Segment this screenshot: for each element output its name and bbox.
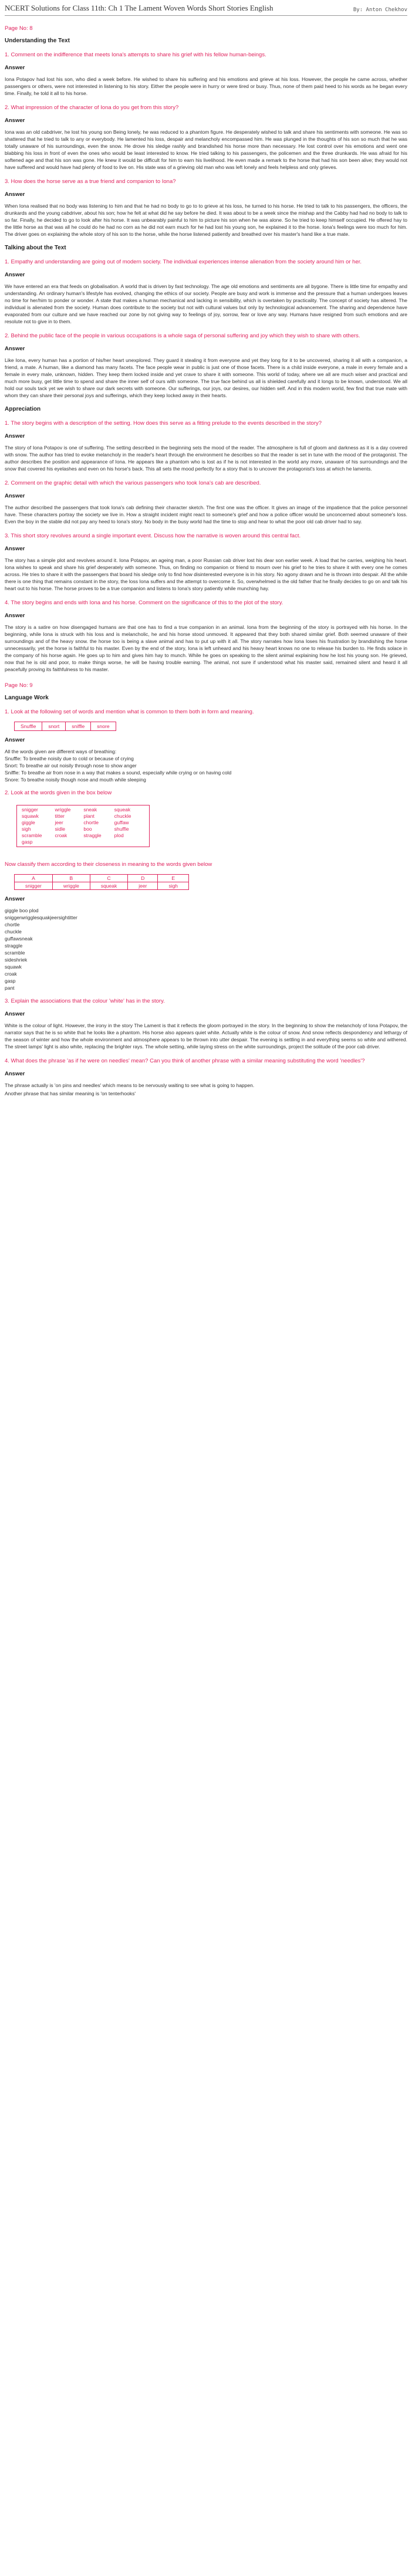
grid-word: plant xyxy=(83,813,94,819)
answer-line: croak xyxy=(5,971,17,977)
classification-table xyxy=(14,874,189,890)
answer-list xyxy=(5,748,407,783)
question: 1. Comment on the indifference that meets Iona's attempts to share his grief with his fellow human-beings. xyxy=(5,52,266,58)
answer-line: pant xyxy=(5,985,15,991)
class-word: snigger xyxy=(15,882,53,890)
class-letter: D xyxy=(128,875,158,882)
answer-label: Answer xyxy=(5,117,25,124)
answer-line: Snort: To breathe air out noisily through nose to show anger xyxy=(5,763,137,769)
class-letter: E xyxy=(158,875,189,882)
answer-line: chortle xyxy=(5,922,20,928)
grid-word: sidle xyxy=(55,826,65,832)
answer-label: Answer xyxy=(5,546,25,552)
grid-word: chortle xyxy=(83,820,99,825)
page-number: Page No: 9 xyxy=(5,682,33,689)
question: 2. Look at the words given in the box below xyxy=(5,790,112,796)
answer-line: guffawsneak xyxy=(5,936,33,942)
grid-word: chuckle xyxy=(114,813,131,819)
class-letter: C xyxy=(90,875,127,882)
header xyxy=(5,0,407,16)
question: 3. This short story revolves around a single important event. Discuss how the narrative is woven around this central fact. xyxy=(5,533,301,539)
question: 4. The story begins and ends with Iona and his horse. Comment on the significance of this to the plot of the story. xyxy=(5,600,283,606)
grid-word: shuffle xyxy=(114,826,129,832)
answer-line: sniggerwrigglesquakjeersightitter xyxy=(5,915,77,920)
grid-word: wriggle xyxy=(55,807,71,813)
question: 1. The story begins with a description of the setting. How does this serve as a fitting prelude to the events described in the story? xyxy=(5,420,322,426)
answer-line: scramble xyxy=(5,950,25,956)
answer-label: Answer xyxy=(5,346,25,352)
answer-text: When Iona realised that no body was listening to him and that he had no body to go to to grieve at his loss, he turned to his horse. He tried to talk to his passengers, the officers, the drunkards and the young cabdriver, about his son; how he felt at what did he say before he died. It was about to be a week since the mishap and the Cabby had had no body to talk to so far. Finally, he decided to go to look after his horse. It was unbearably painful to him to picture his son when he was alone. So he tried to keep himself occupied. He offered hay to the little horse as that was all he could do he had no corn as he did not earn much for he had lost his young son, he explained it to the horse. Iona's feelings were too much for him. The driver goes on explaining the whole story of his son to the horse, while the horse listened patiently and breathed over his master's hand like a true mate. xyxy=(5,203,407,237)
grid-word: squawk xyxy=(22,813,39,819)
answer-label: Answer xyxy=(5,191,25,198)
answer-line: giggle boo plod xyxy=(5,908,39,913)
grid-word: scramble xyxy=(22,832,42,838)
answer-line: Snore: To breathe noisily though nose and mouth while sleeping xyxy=(5,777,146,783)
answer-line: straggle xyxy=(5,943,23,949)
grid-word: plod xyxy=(114,832,124,838)
answer-text: The phrase actually is 'on pins and needles' which means to be nervously waiting to see what is going to happen. xyxy=(5,1082,255,1088)
answer-line: Snuffle: To breathe noisily due to cold or because of crying xyxy=(5,756,134,761)
section-heading: Understanding the Text xyxy=(5,38,70,44)
grid-word: titter xyxy=(55,813,65,819)
answer-line: squawk xyxy=(5,964,22,970)
answer-label: Answer xyxy=(5,1011,25,1017)
grid-word: croak xyxy=(55,832,67,838)
answer-text: Iona was an old cabdriver, he lost his young son Being lonely, he was reduced to a phantom figure. He desperately wished to talk and share his sentiments with someone. He was so shattered that he tried to talk to any or everybody. He lamented his loss, despair and melancholy encompassed him. He was plunged in the thoughts of his son so much that he was totally unaware of his surroundings, even the snow. He drove his sledge rashly and brandished his horse more than necessary. He lost control over his emotions and went one blabbing his loss in front of even the ones who would be least interested to know. He tried talking to his passengers, the policemen and the three drunkards. He was afraid for his softened age and that his son was gone. He knew it would be difficult for him to earn his livelihood. He even made a remark to the horse that had his son been alive; they would not have suffered and would have had plenty of food to live on. His state was of a grieving old man who was left lonely and feels helpless and only grieves. xyxy=(5,129,407,170)
question: 2. Comment on the graphic detail with which the various passengers who took Iona's cab are described. xyxy=(5,480,261,486)
answer-text: The story of Iona Potapov is one of suffering. The setting described in the beginning sets the mood of the reader. The atmosphere is full of gloom and darkness as it is a day covered with snow. The author has tried to evoke melancholy in the reader's heart through the environment he describes so that the reader is set in tune with the mood of the protagonist. The author describes the position and appearance of Iona. He appears like a phantom who is lost as if he is not interested in the world any more, unaware of his surroundings and the snow that covered his eyelashes and even on his horse's back. This all sets the mood perfectly for a story that is to uncover the protagonist's loss at which he laments. xyxy=(5,445,407,472)
answer-label: Answer xyxy=(5,272,25,278)
word-cell: Snuffle xyxy=(15,722,42,731)
grid-word: sneak xyxy=(83,807,97,813)
answer-line: gasp xyxy=(5,978,16,984)
grid-word: straggle xyxy=(83,832,102,838)
question: 2. What impression of the character of Iona do you get from this story? xyxy=(5,104,179,111)
answer-line: sideshriek xyxy=(5,957,28,963)
question: Now classify them according to their closeness in meaning to the words given below xyxy=(5,861,212,868)
section-heading: Talking about the Text xyxy=(5,245,66,251)
answer-text: The story has a simple plot and revolves around it. Iona Potapov, an ageing man, a poor Russian cab driver lost his dear son earlier week. A load that he carries, weighing his heart. Iona wishes to speak and share his grief desperately with someone. Thus, on finding no companion or friend to mourn over his grief to he tries to share it with every one he comes across. He tries to share it with the passengers that board his sledge only to find how disinterested everyone is in his story. No agony drawn and he is thrown into despair. All the while there is one thing that remains constant in the story, the loss Iona suffers and the attempt to overcome it. So, overwhelmed is the old father that he finally decides to go on and talk his heart out to his horse. The horse proves to be a true companion and listens to Iona's story patiently while munching hay. xyxy=(5,557,407,591)
question: 2. Behind the public face of the people in various occupations is a whole saga of personal suffering and joy which they wish to share with others. xyxy=(5,333,360,339)
answer-line: All the words given are different ways of breathing: xyxy=(5,749,117,754)
word-grid-box xyxy=(16,805,150,847)
grid-word: squeak xyxy=(114,807,131,813)
word-cell: sniffle xyxy=(66,722,91,731)
answer-label: Answer xyxy=(5,612,25,619)
question: 1. Look at the following set of words and mention what is common to them both in form and meaning. xyxy=(5,709,254,715)
class-word: sigh xyxy=(158,882,189,890)
answer-list xyxy=(5,907,407,991)
answer-label: Answer xyxy=(5,737,25,743)
class-word: wriggle xyxy=(52,882,90,890)
answer-label: Answer xyxy=(5,493,25,499)
grid-word: giggle xyxy=(22,820,35,825)
author-byline: By: Anton Chekhov xyxy=(353,7,407,13)
word-box xyxy=(14,722,116,731)
page-title: NCERT Solutions for Class 11th: Ch 1 The Lament Woven Words Short Stories English xyxy=(5,4,273,12)
answer-label: Answer xyxy=(5,65,25,71)
question: 1. Empathy and understanding are going out of modern society. The individual experiences intense alienation from the society around him or her. xyxy=(5,259,362,265)
class-letter: B xyxy=(52,875,90,882)
answer-text: Another phrase that has similar meaning is 'on tenterhooks' xyxy=(5,1091,136,1096)
page xyxy=(0,0,412,1128)
answer-label: Answer xyxy=(5,1071,25,1077)
word-cell: snort xyxy=(42,722,66,731)
class-word: jeer xyxy=(128,882,158,890)
question: 3. Explain the associations that the colour 'white' has in the story. xyxy=(5,998,165,1004)
grid-word: gasp xyxy=(22,839,33,845)
answer-text: Iona Potapov had lost his son, who died a week before. He wished to share his suffering and his emotions and grieve at his loss. However, the people he came across, whether passengers or others, were not interested in listening to his story. Either the people were in hurry or were tired or busy. Thus, none of them paid heed to his words as he began every time. Finally, he told it all to his horse. xyxy=(5,76,407,96)
question: 4. What does the phrase 'as if he were on needles' mean? Can you think of another phrase with a similar meaning substituting the word 'needles'? xyxy=(5,1058,365,1064)
answer-text: We have entered an era that feeds on globalisation. A world that is driven by fast technology. The age old emotions and sentiments are all bygone. There is little time for empathy and understanding. An ordinary human's lifestyle has evolved, changing the ethics of our society. People are busy and work is immense and the pressure that a human undergoes leaves no time for her/him to ponder or wonder. A state that makes a human mechanical and lacking in sensibility, which is overtaken by practicality. The concept of society has altered. The individual is alienated from the society. Human does contribute to the society but not with cultural values but only by technological advancement. The sharing and dependence have evaporated from our culture and we have reached our zone by not giving way to feelings of joy, sorrow, fear or love any way. Humans have resigned from such emotions and are resolute not to give in to them. xyxy=(5,283,407,324)
class-letter: A xyxy=(15,875,53,882)
answer-text: The story is a satire on how disengaged humans are that one has to find a true companion in an animal. Iona from the beginning of the story is portrayed with his horse. In the beginning, while Iona is struck with his loss and is melancholic, he and his horse stood unmoved. It appeared that they both shared similar grief. Both seemed unaware of their surroundings and of the heavy snow. the horse too is being a slave animal and has to put up with it all. The story narrates how Iona loses his frustration by brandishing the horse unnecessarily, yet the horse is faithful to his master. Even by the end of the story, Iona is left unheard and his heavy heart knows no one to release his burden to. He finds solace in the company of his horse again. He goes up to him and gives him hay to munch. While he goes on speaking to the silent animal explaining how he lost his young son. He grieved, now that he is old and poor, to make things worse, he will be having trouble earning. The animal, not sure if understood what his master said, remained silent and heard it all peacefully proving its faithfulness to his master. xyxy=(5,624,407,672)
word-cell: snore xyxy=(91,722,116,731)
answer-line: chuckle xyxy=(5,929,22,935)
grid-word: guffaw xyxy=(114,820,129,825)
section-heading: Appreciation xyxy=(5,406,41,412)
grid-word: snigger xyxy=(22,807,38,813)
grid-word: sigh xyxy=(22,826,31,832)
section-heading: Language Work xyxy=(5,695,49,701)
page-number: Page No: 8 xyxy=(5,25,33,32)
grid-word: boo xyxy=(83,826,92,832)
answer-text: The author described the passengers that took Iona's cab defining their character sketch. The first one was the officer. It gives an image of the impatience that the police personnel have. These characters portray the society we live in. How a straight incident might react to someone's grief and how a police officer would be unconcerned about someone's loss. Even the boy in the stable did not pay any heed to Iona's story. No body in the busy world had the time to stop and hear to what the poor old cab driver had to say. xyxy=(5,505,407,524)
answer-line: Sniffle: To breathe air from nose in a way that makes a sound, especially while crying or on having cold xyxy=(5,770,232,776)
class-word: squeak xyxy=(90,882,127,890)
answer-label: Answer xyxy=(5,896,25,902)
question: 3. How does the horse serve as a true friend and companion to Iona? xyxy=(5,178,176,185)
answer-text: Like Iona, every human has a portion of his/her heart unexplored. They guard it stealing it from everyone and yet they long for it to be uncovered, sharing it all with a companion, a friend, a mate. A human, like a diamond has many facets. The face people wear in public is just one of those facets. There is a child inside everyone, a male in every female and a female in every male, unknown, hidden. They keep them locked inside and yet crave to share it with someone. This world of today, where we all are much wiser and practical and much more busy, get little time to spend and share the inner self of ours with someone. The true face behind us all is shielded carefully and it longs to be known, understood. We all hold our souls tack yet we wish to share our dark secrets with someone. Our sufferings, our joys, our desires, our hidden self. And in this modern world, few find that true mate with whom they can share their personal joys and sufferings, which they keep locked away in their hearts. xyxy=(5,357,407,398)
answer-text: White is the colour of light. However, the irony in the story The Lament is that it reflects the gloom portrayed in the story. In the beginning to show the melancholy of Iona Potapov, the narrator says that he is so white that he looks like a phantom. His horse also appears quiet white. Actually white is the colour of snow. And snow reflects despondency and lethargy of the season of winter and how the whole environment and atmosphere appears to be thrown into utter despair. The evening is settling in and everything seems so white and withered. The street lamps' light is also white, replacing the brighter rays. The whole setting, while laying stress on the white surroundings, project the solitude of the poor cab driver. xyxy=(5,1023,407,1050)
grid-word: jeer xyxy=(55,820,63,825)
answer-label: Answer xyxy=(5,433,25,439)
